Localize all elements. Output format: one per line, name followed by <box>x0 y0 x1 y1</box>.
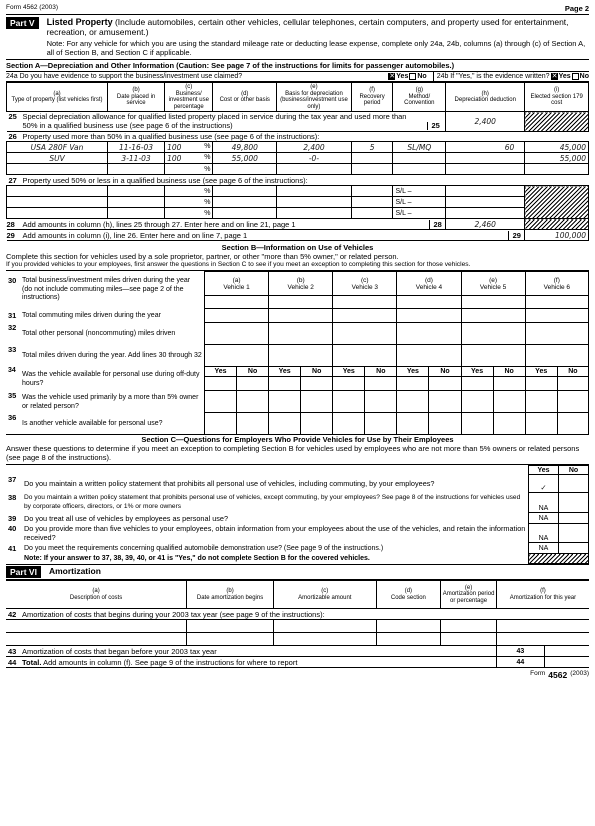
line-40-yes[interactable]: NA <box>529 524 559 543</box>
line-44-amount[interactable] <box>544 657 589 668</box>
part5-title-rest: (Include automobiles, certain other vehicles, cellular telephones, certain computers, and property used for entertainment, recreation, or amusement.) <box>46 17 569 37</box>
yes-no-header-row: 34 Was the vehicle available for personal use during off-duty hours? Yes No Yes No Yes No Yes No Yes No Yes No <box>6 367 589 377</box>
line-31-row: 31 Total commuting miles driven during the year <box>6 309 589 323</box>
part6-tag: Part VI <box>6 566 41 578</box>
part5-header <box>6 15 589 60</box>
amort-col-f: (f) Amortization for this year <box>496 581 589 609</box>
line-32-text: Total other personal (noncommuting) miles driven <box>20 323 204 345</box>
section-c-title: Section C—Questions for Employers Who Provide Vehicles for Use by Their Employees <box>141 435 454 444</box>
part6-title: Amortization <box>48 566 101 576</box>
line-40-no[interactable] <box>559 524 589 543</box>
amort-col-a: (a) Description of costs <box>6 581 187 609</box>
amort-col-b: (b) Date amortization begins <box>187 581 274 609</box>
line-29-box: 29 <box>508 231 524 240</box>
section-b-table: 30 Total business/investment miles driven during the year (do not include commuting miles—see page 2 of the instructions) (a) Vehicle 1 (b) Vehicle 2 (c) Vehicle 3 (d) Vehicle 4 (e) Vehicle 5 (f) Vehicle 6 31 Total commuting miles driven during the year 32 Total other personal (noncommuting) miles driven 33 Total miles driven during the year. Add lines 30 through 32 34 Was the vehicle available for personal use during off-duty hours? Yes No Yes No Yes No Yes No Yes No Yes No 35 Was the vehicle used primarily by a more than 5% owner or related person? 36 Is another vehicle available for personal use? <box>6 271 589 435</box>
amort-col-c: (c) Amortizable amount <box>274 581 377 609</box>
part6-header-row <box>6 581 589 609</box>
line-36-text: Is another vehicle available for personal use? <box>20 413 204 435</box>
line-44-row: 44 Total. Add amounts in column (f). See page 9 of the instructions for where to report 44 <box>6 657 589 668</box>
section-a-table <box>6 82 589 241</box>
question-24: 24a Do you have evidence to support the business/investment use claimed? ✕ Yes No 24b If "Yes," is the evidence written? ✕ Yes No <box>6 72 589 80</box>
section-b-note: If you provided vehicles to your employees, first answer the questions in Section C to see if you meet an exception to completing this section for those vehicles. <box>6 261 589 271</box>
line-25-box: 25 <box>427 122 443 131</box>
line-27-row-3: % S/L – <box>7 208 589 219</box>
line-44-text: Add amounts in column (f). See page 9 of the instructions for where to report <box>41 657 298 667</box>
q24a-text: 24a Do you have evidence to support the business/investment use claimed? <box>6 73 243 80</box>
col-a-header: (a) Type of property (list vehicles first) <box>7 83 108 112</box>
section-c-note-row <box>6 554 589 564</box>
form-footer: Form 4562 (2003) <box>530 670 589 680</box>
line-35-row: 35 Was the vehicle used primarily by a more than 5% owner or related person? <box>6 391 589 413</box>
line-32-row: 32 Total other personal (noncommuting) miles driven <box>6 323 589 345</box>
q24a-no-checkbox[interactable] <box>409 73 416 80</box>
vehicle-6-header: (f) Vehicle 6 <box>525 272 588 296</box>
part6-header <box>6 564 589 580</box>
footer-form-number: 4562 <box>548 670 568 680</box>
line-38-text: Do you maintain a written policy statement that prohibits personal use of vehicles, except commuting, by your employees? See page 8 of the instructions for vehicles used by corporate officers, directors, or 1% or more owners <box>24 494 521 510</box>
line-27-text: Property used 50% or less in a qualified business use (see page 6 of the instructions): <box>22 175 308 185</box>
part6-table <box>6 580 589 668</box>
form-id: Form 4562 (2003) <box>6 4 59 11</box>
line-41-no[interactable] <box>559 543 589 554</box>
line-26-row-3: % <box>7 164 589 175</box>
line-28-amount[interactable]: 2,460 <box>446 219 525 230</box>
line-27-row-2: % S/L – <box>7 197 589 208</box>
line-41-text: Do you meet the requirements concerning qualified automobile demonstration use? (See page 9 of the instructions.) <box>24 544 384 552</box>
section-a-title: Section A—Depreciation and Other Information (Caution: See page 7 of the instructions for limits for passenger automobiles.) <box>6 60 589 72</box>
line-25-text: Special depreciation allowance for qualified listed property placed in service during the tax year and used more than 50% in a qualified business use (see page 6 of the instructions) <box>22 112 407 130</box>
col-g-header: (g) Method/ Convention <box>393 83 446 112</box>
line-33-row: 33 Total miles driven during the year. Add lines 30 through 32 <box>6 345 589 367</box>
vehicle-5-header: (e) Vehicle 5 <box>461 272 525 296</box>
line-41-yes[interactable]: NA <box>529 543 559 554</box>
line-42-text: Amortization of costs that begins during your 2003 tax year (see page 9 of the instructions): <box>22 609 325 619</box>
part5-title: Listed Property <box>46 17 113 27</box>
form-header <box>6 4 589 15</box>
col-h-header: (h) Depreciation deduction <box>446 83 525 112</box>
q24b-yes-checkbox[interactable]: ✕ <box>551 73 558 80</box>
line-31-text: Total commuting miles driven during the year <box>20 309 204 323</box>
line-39-row: 39 Do you treat all use of vehicles by employees as personal use? NA <box>6 513 589 524</box>
line-43-box: 43 <box>496 646 544 657</box>
line-26-text: Property used more than 50% in a qualified business use (see page 6 of the instructions): <box>22 132 320 141</box>
col-d-header: (d) Cost or other basis <box>213 83 277 112</box>
line-42-entry-1 <box>6 620 589 633</box>
line-38-yes[interactable]: NA <box>529 493 559 513</box>
line-28-row: 28 Add amounts in column (h), lines 25 through 27. Enter here and on line 21, page 1 28 2,460 <box>7 219 589 230</box>
q24b-text: 24b If "Yes," is the evidence written? <box>433 72 550 82</box>
line-29-text: Add amounts in column (i), line 26. Enter here and on line 7, page 1 <box>22 230 248 240</box>
line-42-entry-2 <box>6 633 589 646</box>
col-c-header: (c) Business/ investment use percentage <box>165 83 213 112</box>
line-35-text: Was the vehicle used primarily by a more than 5% owner or related person? <box>20 391 204 413</box>
line-25-row: 25 Special depreciation allowance for qualified listed property placed in service during the tax year and used more than 50% in a qualified business use (see page 6 of the instructions) 25 2,400 <box>7 112 589 132</box>
section-b-title: Section B—Information on Use of Vehicles <box>221 243 374 252</box>
line-25-amount[interactable]: 2,400 <box>446 112 525 132</box>
line-37-row: 37 Do you maintain a written policy statement that prohibits all personal use of vehicles, including commuting, by your employees? ✓ <box>6 475 589 493</box>
line-40-text: Do you provide more than five vehicles to your employees, obtain information from your employees about the use of the vehicles, and retain the information received? <box>24 524 526 542</box>
line-39-text: Do you treat all use of vehicles by employees as personal use? <box>24 513 229 523</box>
line-37-no[interactable] <box>559 475 589 493</box>
vehicle-1-header: (a) Vehicle 1 <box>204 272 268 296</box>
line-26-row-2: SUV 3-11-03 100 % 55,000 -0- 55,000 <box>7 153 589 164</box>
line-27-label-row: 27 Property used 50% or less in a qualified business use (see page 6 of the instructions): <box>7 175 589 186</box>
section-c-table: Yes No 37 Do you maintain a written policy statement that prohibits all personal use of vehicles, including commuting, by your employees? ✓ 38 Do you maintain a written policy statement that prohibits personal use of vehicles, except commuting, by your employees? See page 8 of the instructions for vehicles used by corporate officers, directors, or 1% or more owners NA 39 Do you treat all use of vehicles by employees as personal use? NA 40 Do you provide more than five vehicles to your employees, obtain information from your employees about the use of the vehicles, and retain the information received? NA 41 Do you meet the requirements concerning qualified automobile demonstration use? (See page 9 of the instructions.) NA Note: If your answer to 37, 38, 39, 40, or 41 is "Yes," do not complete Section B for the covered vehicles. <box>6 465 589 564</box>
line-34-text: Was the vehicle available for personal use during off-duty hours? <box>20 367 204 391</box>
line-29-amount[interactable]: 100,000 <box>525 230 589 241</box>
part5-note: Note: For any vehicle for which you are using the standard mileage rate or deducting lease expense, complete only 24a, 24b, columns (a) through (c) of Section A, all of Section B, and Section C if applicable. <box>46 39 586 57</box>
section-c-intro: Answer these questions to determine if you meet an exception to completing Section B for vehicles used by employees who are not more than 5% owners or related persons (see page 8 of the instructions). <box>6 444 589 465</box>
section-c-note: Note: If your answer to 37, 38, 39, 40, or 41 is "Yes," do not complete Section B for the covered vehicles. <box>24 555 370 562</box>
line-38-no[interactable] <box>559 493 589 513</box>
line-42-row: 42 Amortization of costs that begins during your 2003 tax year (see page 9 of the instructions): <box>6 609 589 620</box>
amort-col-e: (e) Amortization period or percentage <box>441 581 497 609</box>
line-43-amount[interactable] <box>544 646 589 657</box>
line-40-row: 40 Do you provide more than five vehicles to your employees, obtain information from your employees about the use of the vehicles, and retain the information received? NA <box>6 524 589 543</box>
line-28-text: Add amounts in column (h), lines 25 through 27. Enter here and on line 21, page 1 <box>22 219 296 229</box>
line-38-row: 38 Do you maintain a written policy statement that prohibits personal use of vehicles, except commuting, by your employees? See page 8 of the instructions for vehicles used by corporate officers, directors, or 1% or more owners NA <box>6 493 589 513</box>
q24b-no-checkbox[interactable] <box>572 73 579 80</box>
section-a-header-row <box>7 83 589 112</box>
line-37-text: Do you maintain a written policy statement that prohibits all personal use of vehicles, including commuting, by your employees? <box>24 479 435 488</box>
page-number: Page 2 <box>564 4 589 13</box>
line-30-text: Total business/investment miles driven during the year (do not include commuting miles—see page 2 of the instructions) <box>20 272 204 309</box>
line-36-row: 36 Is another vehicle available for personal use? <box>6 413 589 435</box>
line-28-box: 28 <box>429 220 445 229</box>
col-e-header: (e) Basis for depreciation (business/investment use only) <box>277 83 352 112</box>
col-f-header: (f) Recovery period <box>351 83 393 112</box>
col-b-header: (b) Date placed in service <box>108 83 165 112</box>
amort-col-d: (d) Code section <box>376 581 441 609</box>
line-26-label-row: 26 Property used more than 50% in a qualified business use (see page 6 of the instructions): <box>7 132 589 142</box>
line-26-row-1: USA 280F Van 11-16-03 100 % 49,800 2,400 5 SL/MQ 60 45,000 <box>7 142 589 153</box>
line-39-yes[interactable]: NA <box>529 513 559 524</box>
vehicle-4-header: (d) Vehicle 4 <box>397 272 461 296</box>
line-33-text: Total miles driven during the year. Add lines 30 through 32 <box>20 345 204 367</box>
part5-tag: Part V <box>6 17 39 29</box>
col-i-header: (i) Elected section 179 cost <box>525 83 589 112</box>
line-43-text: Amortization of costs that began before your 2003 tax year <box>22 646 217 656</box>
line-29-row: 29 Add amounts in column (i), line 26. Enter here and on line 7, page 1 29 100,000 <box>7 230 589 241</box>
line-44-box: 44 <box>496 657 544 668</box>
line-43-row: 43 Amortization of costs that began before your 2003 tax year 43 <box>6 646 589 657</box>
vehicle-2-header: (b) Vehicle 2 <box>269 272 333 296</box>
vehicle-3-header: (c) Vehicle 3 <box>333 272 397 296</box>
q24a-yes-checkbox[interactable]: ✕ <box>389 73 396 80</box>
section-b-instructions: Complete this section for vehicles used by a sole proprietor, partner, or other "more than 5% owner," or related person. <box>6 252 399 261</box>
line-39-no[interactable] <box>559 513 589 524</box>
line-27-row-1: % S/L – <box>7 186 589 197</box>
line-41-row: 41 Do you meet the requirements concerning qualified automobile demonstration use? (See page 9 of the instructions.) NA <box>6 543 589 554</box>
line-37-yes[interactable]: ✓ <box>529 475 559 493</box>
